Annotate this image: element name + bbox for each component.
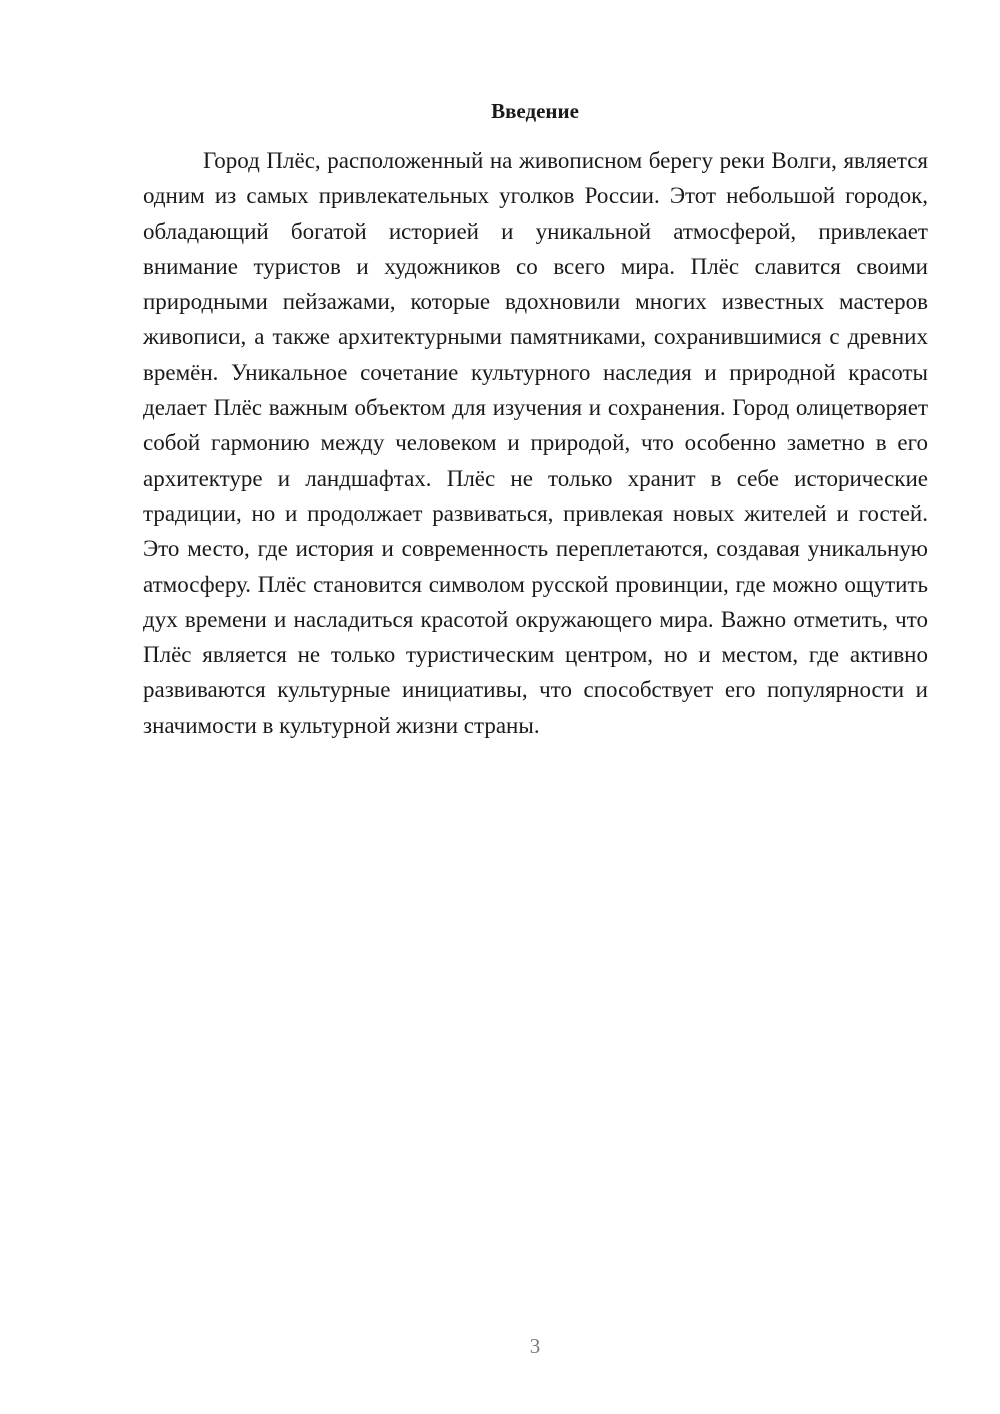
page-number: 3 <box>529 1334 541 1358</box>
section-heading: Введение <box>491 99 579 123</box>
body-paragraph: Город Плёс, расположенный на живописном берегу реки Волги, является одним из самых привлекательных уголков России. Этот небольшой городок, обладающий богатой историей и уникальной атмосферой, привлекает внимание туристов и художников со всего мира. Плёс славится своими природными пейзажами, которые вдохновили многих известных мастеров живописи, а также архитектурными памятниками, сохранившимися с древних времён. Уникальное сочетание культурного наследия и природной красоты делает Плёс важным объектом для изучения и сохранения. Город олицетворяет собой гармонию между человеком и природой, что особенно заметно в его архитектуре и ландшафтах. Плёс не только хранит в себе исторические традиции, но и продолжает развиваться, привлекая новых жителей и гостей. Это место, где история и современность переплетаются, создавая уникальную атмосферу. Плёс становится символом русской провинции, где можно ощутить дух времени и насладиться красотой окружающего мира. Важно отметить, что Плёс является не только туристическим центром, но и местом, где активно развиваются культурные инициативы, что способствует его популярности и значимости в культурной жизни страны. <box>143 148 928 738</box>
